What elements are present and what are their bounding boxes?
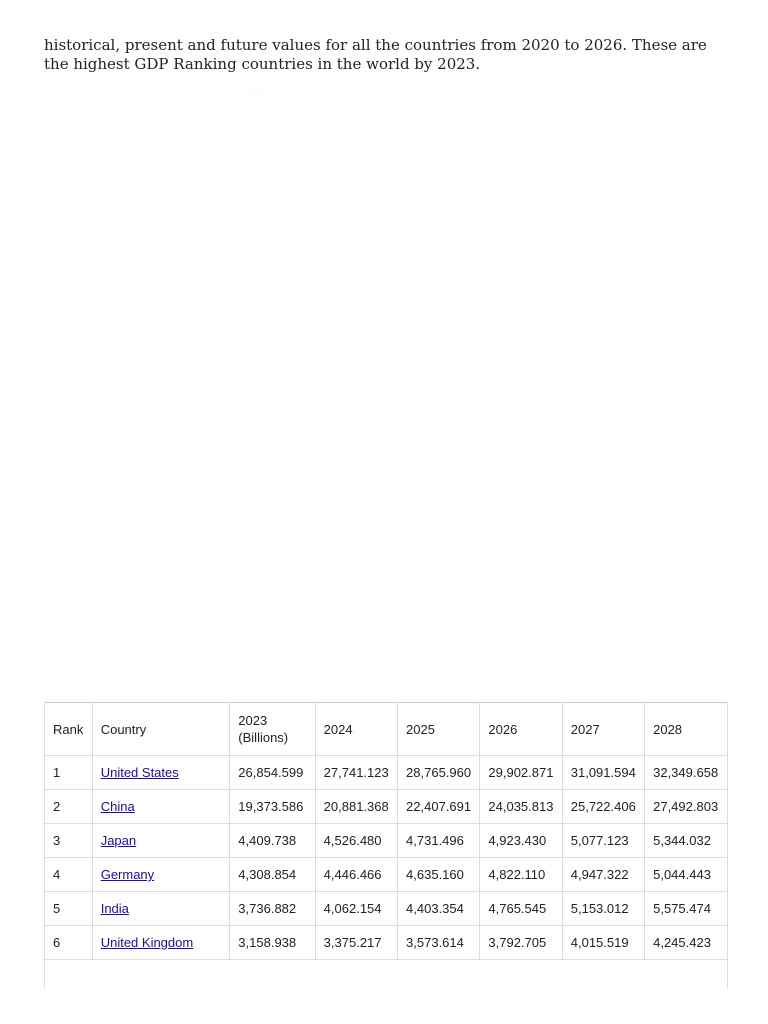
gdp-cell: 4,635.160 — [398, 858, 480, 892]
gdp-cell: 4,403.354 — [398, 892, 480, 926]
gdp-cell: 5,344.032 — [645, 824, 727, 858]
gdp-cell: 22,407.691 — [398, 790, 480, 824]
gdp-cell: 5,153.012 — [562, 892, 644, 926]
header-2024: 2024 — [315, 703, 397, 756]
country-link-united-kingdom[interactable]: United Kingdom — [100, 935, 194, 950]
image-placeholder-dots: · · · · — [232, 88, 260, 95]
country-link-germany[interactable]: Germany — [100, 867, 155, 882]
gdp-cell: 20,881.368 — [315, 790, 397, 824]
gdp-cell: 31,091.594 — [562, 756, 644, 790]
header-2027: 2027 — [562, 703, 644, 756]
gdp-table-container — [44, 702, 728, 988]
intro-paragraph: historical, present and future values for all the countries from 2020 to 2026. These are the highest GDP Ranking countries in the world by 2023. — [44, 36, 707, 73]
gdp-cell: 4,446.466 — [315, 858, 397, 892]
gdp-cell: 4,923.430 — [480, 824, 562, 858]
gdp-cell: 29,902.871 — [480, 756, 562, 790]
gdp-cell: 5,044.443 — [645, 858, 727, 892]
country-cell — [92, 892, 230, 926]
rank-cell: 2 — [45, 790, 92, 824]
gdp-cell: 4,822.110 — [480, 858, 562, 892]
gdp-cell: 4,015.519 — [562, 926, 644, 960]
gdp-cell: 25,722.406 — [562, 790, 644, 824]
rank-cell: 6 — [45, 926, 92, 960]
gdp-cell: 4,526.480 — [315, 824, 397, 858]
table-row — [45, 824, 727, 858]
gdp-ranking-table — [45, 702, 727, 960]
gdp-cell: 3,573.614 — [398, 926, 480, 960]
rank-cell: 1 — [45, 756, 92, 790]
country-cell — [92, 824, 230, 858]
gdp-cell: 24,035.813 — [480, 790, 562, 824]
table-row — [45, 756, 727, 790]
country-cell — [92, 858, 230, 892]
table-row — [45, 892, 727, 926]
gdp-cell: 5,077.123 — [562, 824, 644, 858]
table-header-row — [45, 703, 727, 756]
table-row — [45, 858, 727, 892]
gdp-cell: 3,375.217 — [315, 926, 397, 960]
country-link-china[interactable]: China — [100, 799, 135, 814]
gdp-cell: 26,854.599 — [230, 756, 315, 790]
gdp-cell: 28,765.960 — [398, 756, 480, 790]
header-rank: Rank — [45, 703, 92, 756]
gdp-cell: 4,245.423 — [645, 926, 727, 960]
gdp-cell: 3,792.705 — [480, 926, 562, 960]
gdp-cell: 4,409.738 — [230, 824, 315, 858]
gdp-cell: 3,736.882 — [230, 892, 315, 926]
gdp-cell: 3,158.938 — [230, 926, 315, 960]
country-link-india[interactable]: India — [100, 901, 129, 916]
country-cell — [92, 790, 230, 824]
gdp-cell: 4,731.496 — [398, 824, 480, 858]
header-2025: 2025 — [398, 703, 480, 756]
gdp-cell: 27,741.123 — [315, 756, 397, 790]
country-cell — [92, 926, 230, 960]
country-cell — [92, 756, 230, 790]
header-2028: 2028 — [645, 703, 727, 756]
country-link-united-states[interactable]: United States — [100, 765, 179, 780]
header-country: Country — [92, 703, 230, 756]
gdp-cell: 27,492.803 — [645, 790, 727, 824]
rank-cell: 4 — [45, 858, 92, 892]
country-link-japan[interactable]: Japan — [100, 833, 137, 848]
table-row — [45, 926, 727, 960]
header-2023: 2023 (Billions) — [230, 703, 315, 756]
header-2026: 2026 — [480, 703, 562, 756]
gdp-cell: 4,062.154 — [315, 892, 397, 926]
gdp-cell: 4,765.545 — [480, 892, 562, 926]
table-row — [45, 790, 727, 824]
gdp-cell: 4,947.322 — [562, 858, 644, 892]
gdp-cell: 5,575.474 — [645, 892, 727, 926]
gdp-cell: 19,373.586 — [230, 790, 315, 824]
rank-cell: 5 — [45, 892, 92, 926]
gdp-cell: 4,308.854 — [230, 858, 315, 892]
gdp-cell: 32,349.658 — [645, 756, 727, 790]
rank-cell: 3 — [45, 824, 92, 858]
